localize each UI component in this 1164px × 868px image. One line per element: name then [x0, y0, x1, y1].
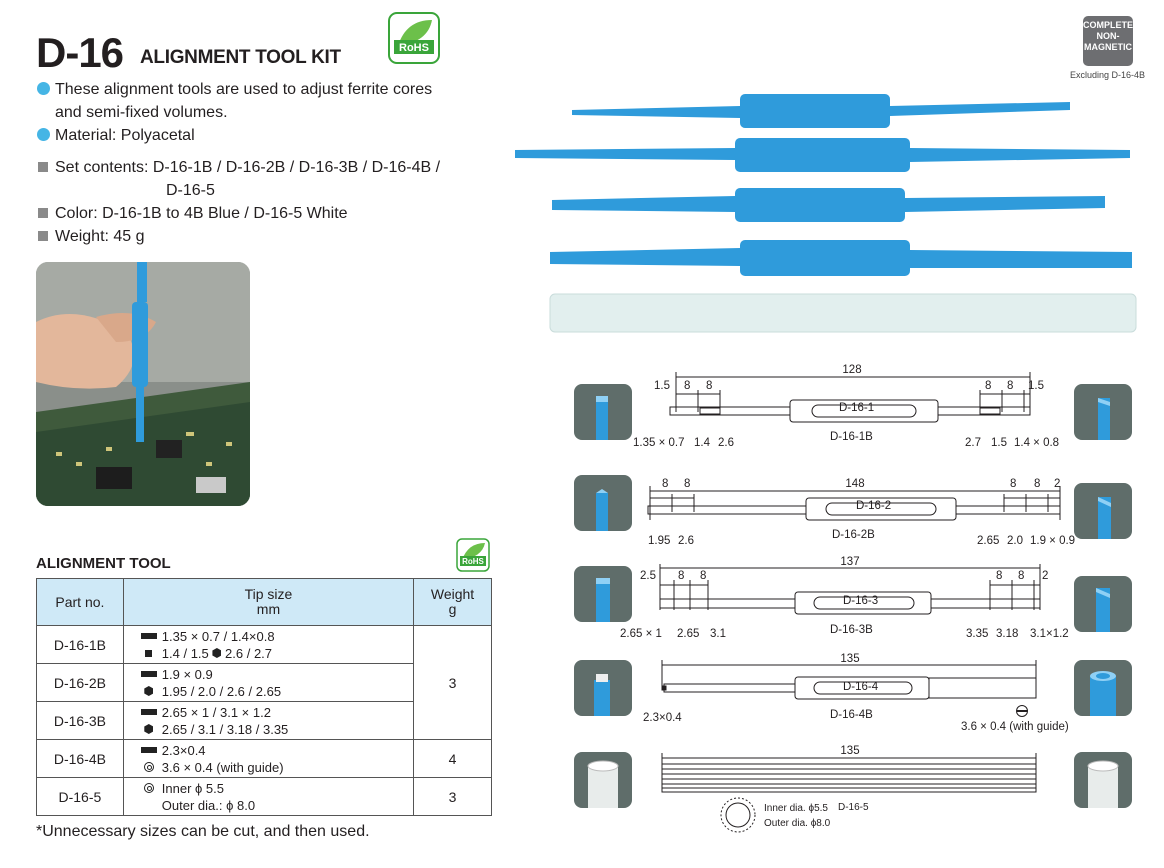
tip-label: 3.18 [996, 628, 1019, 640]
drawing-d16-5 [662, 745, 1036, 832]
drawing-name-label: D-16-4 [843, 681, 879, 693]
table-row [37, 778, 492, 816]
header-weight: Weight g [414, 579, 492, 626]
feature-weight [36, 225, 506, 248]
feature-material-text: Material: Polyacetal [55, 127, 195, 144]
bullet-square-icon [38, 162, 48, 172]
dim-label: 8 [1010, 478, 1017, 490]
drawing-name-label: D-16-1 [839, 402, 875, 414]
tube-outer-label: Outer dia. ϕ8.0 [764, 818, 831, 829]
feature-use [36, 78, 506, 124]
hex-tip-icon [144, 724, 153, 734]
tip-label: 2.65 [977, 535, 1000, 547]
tip-thumbnail [574, 566, 632, 622]
dim-label: 8 [706, 380, 713, 392]
tip-label: 2.0 [1007, 535, 1023, 547]
tip-size: 1.35 × 0.7 / 1.4×0.8 1.4 / 1.5 2.6 / 2.7 [123, 626, 413, 664]
part-number: D-16-1B [37, 626, 124, 664]
tube-white [550, 294, 1136, 332]
dim-label: 2 [1042, 570, 1049, 582]
tip-label: 1.9 × 0.9 [1030, 535, 1076, 547]
dim-label: 8 [1007, 380, 1014, 392]
tool-4-shaft-right [910, 250, 1132, 268]
table-row [37, 740, 492, 778]
table-row [37, 626, 492, 664]
badge-note: Excluding D-16-4B [1070, 70, 1146, 80]
tool-4-shaft-left [550, 248, 740, 266]
svg-text:135: 135 [840, 653, 860, 665]
tube-inner-label: Inner dia. ϕ5.5 [764, 803, 828, 814]
header-tip-size: Tip size mm [123, 579, 413, 626]
feature-use-line2: and semi-fixed volumes. [55, 104, 228, 121]
tip-label: 1.5 [991, 437, 1007, 449]
hex-tip-icon [212, 648, 221, 658]
tip-label: 2.6 [678, 535, 694, 547]
dim-label: 8 [1034, 478, 1041, 490]
part-number: D-16-5 [37, 778, 124, 816]
flat-tip-icon [141, 633, 157, 639]
product-model: D-16 [36, 29, 124, 76]
non-magnetic-badge [1083, 16, 1133, 66]
tip-label: 1.4 × 0.8 [1014, 437, 1060, 449]
tip-label: 2.65 [677, 628, 700, 640]
tip-label: 2.6 [718, 437, 734, 449]
tool-3-shaft-left [552, 196, 735, 212]
dim-label: 8 [1018, 570, 1025, 582]
dim-label: 1.5 [1028, 380, 1044, 392]
weight-value: 4 [414, 740, 492, 778]
tip-label: 3.1×1.2 [1030, 628, 1069, 640]
dim-label: 8 [684, 478, 691, 490]
flat-tip-icon [141, 671, 157, 677]
tool-1-shaft-left [572, 106, 740, 118]
feature-set-contents-text: Set contents: D-16-1B / D-16-2B / D-16-3B / D-16-4B / [55, 159, 441, 176]
dim-label: 8 [996, 570, 1003, 582]
feature-color [36, 202, 506, 225]
flat-tip-icon [141, 747, 157, 753]
flat-tip-icon [141, 709, 157, 715]
svg-text:148: 148 [845, 478, 865, 490]
alignment-tool-table [36, 578, 492, 816]
tip-thumbnail [574, 660, 632, 716]
dim-label: 8 [662, 478, 669, 490]
tip-label: 1.35 × 0.7 [633, 437, 685, 449]
footnote: *Unnecessary sizes can be cut, and then used. [36, 823, 370, 840]
bullet-square-icon [38, 208, 48, 218]
drawing-caption: D-16-1B [830, 431, 873, 443]
dim-label: 8 [684, 380, 691, 392]
feature-weight-text: Weight: 45 g [55, 228, 145, 245]
dim-label: 2 [1054, 478, 1061, 490]
table-header-row [37, 579, 492, 626]
part-number: D-16-2B [37, 664, 124, 702]
bullet-dot-icon [37, 82, 50, 95]
header-part-no: Part no. [37, 579, 124, 626]
tool-2-shaft-right [910, 148, 1130, 162]
rohs-logo-text: RoHS [399, 42, 429, 54]
tool-4-handle [740, 240, 910, 276]
feature-use-line1: These alignment tools are used to adjust ferrite cores [55, 81, 433, 98]
feature-set-contents-cont: D-16-5 [166, 182, 215, 199]
feature-material [36, 124, 506, 147]
weight-value: 3 [414, 626, 492, 740]
tube-thumbnail [574, 752, 632, 808]
tip-label: 1.95 [648, 535, 671, 547]
tip-label: 3.6 × 0.4 (with guide) [961, 721, 1069, 733]
tool-3-handle [735, 188, 905, 222]
dim-label: 8 [700, 570, 707, 582]
feature-color-text: Color: D-16-1B to 4B Blue / D-16-5 White [55, 205, 348, 222]
dim-label: 1.5 [654, 380, 670, 392]
tool-2-handle [735, 138, 910, 172]
drawing-name-label: D-16-3 [843, 595, 879, 607]
tip-label: 2.7 [965, 437, 981, 449]
tube-name-label: D-16-5 [838, 802, 869, 813]
tool-3-shaft-right [905, 196, 1105, 212]
dim-label: 8 [985, 380, 992, 392]
tools-photo [510, 88, 1160, 338]
tip-label: 1.4 [694, 437, 710, 449]
tool-1-handle [740, 94, 890, 128]
tip-size: Inner ϕ 5.5 Outer dia.: ϕ 8.0 [123, 778, 413, 816]
tip-thumbnail [574, 384, 632, 440]
tool-2-shaft-left [515, 148, 735, 160]
usage-photo [36, 262, 250, 506]
hex-tip-icon [144, 686, 153, 696]
badge-line-2: NON- [1096, 31, 1120, 41]
feature-list [36, 78, 506, 248]
square-tip-icon [145, 650, 152, 657]
tip-size: 2.65 × 1 / 3.1 × 1.2 2.65 / 3.1 / 3.18 / 3.35 [123, 702, 413, 740]
length-label: 128 [842, 364, 862, 376]
tip-size: 1.9 × 0.9 1.95 / 2.0 / 2.6 / 2.65 [123, 664, 413, 702]
svg-text:137: 137 [840, 556, 860, 568]
drawing-d16-2 [648, 478, 1060, 520]
table-title: ALIGNMENT TOOL [36, 555, 171, 572]
tip-label: 2.65 × 1 [620, 628, 662, 640]
rohs-logo [388, 12, 440, 64]
rohs-small-text: RoHS [462, 557, 484, 566]
part-number: D-16-3B [37, 702, 124, 740]
tip-label: 3.35 [966, 628, 989, 640]
tube-icon [144, 783, 154, 793]
tip-size: 2.3×0.4 3.6 × 0.4 (with guide) [123, 740, 413, 778]
tip-label: 2.3×0.4 [643, 712, 682, 724]
drawing-caption: D-16-3B [830, 624, 873, 636]
product-title: ALIGNMENT TOOL KIT [140, 47, 341, 68]
rohs-logo-small [456, 538, 490, 572]
feature-set-contents [36, 156, 506, 179]
badge-line-1: COMPLETE [1083, 20, 1134, 30]
tool-1-shaft-right [890, 102, 1070, 116]
guide-tip-icon [144, 762, 154, 772]
part-number: D-16-4B [37, 740, 124, 778]
badge-line-3: MAGNETIC [1084, 42, 1132, 52]
weight-value: 3 [414, 778, 492, 816]
svg-text:135: 135 [840, 745, 860, 757]
tip-thumbnail [574, 475, 632, 531]
dim-label: 2.5 [640, 570, 656, 582]
bullet-square-icon [38, 231, 48, 241]
tip-label: 3.1 [710, 628, 726, 640]
drawing-caption: D-16-2B [832, 529, 875, 541]
drawing-name-label: D-16-2 [856, 500, 892, 512]
drawing-caption: D-16-4B [830, 709, 873, 721]
bullet-dot-icon [37, 128, 50, 141]
dim-label: 8 [678, 570, 685, 582]
